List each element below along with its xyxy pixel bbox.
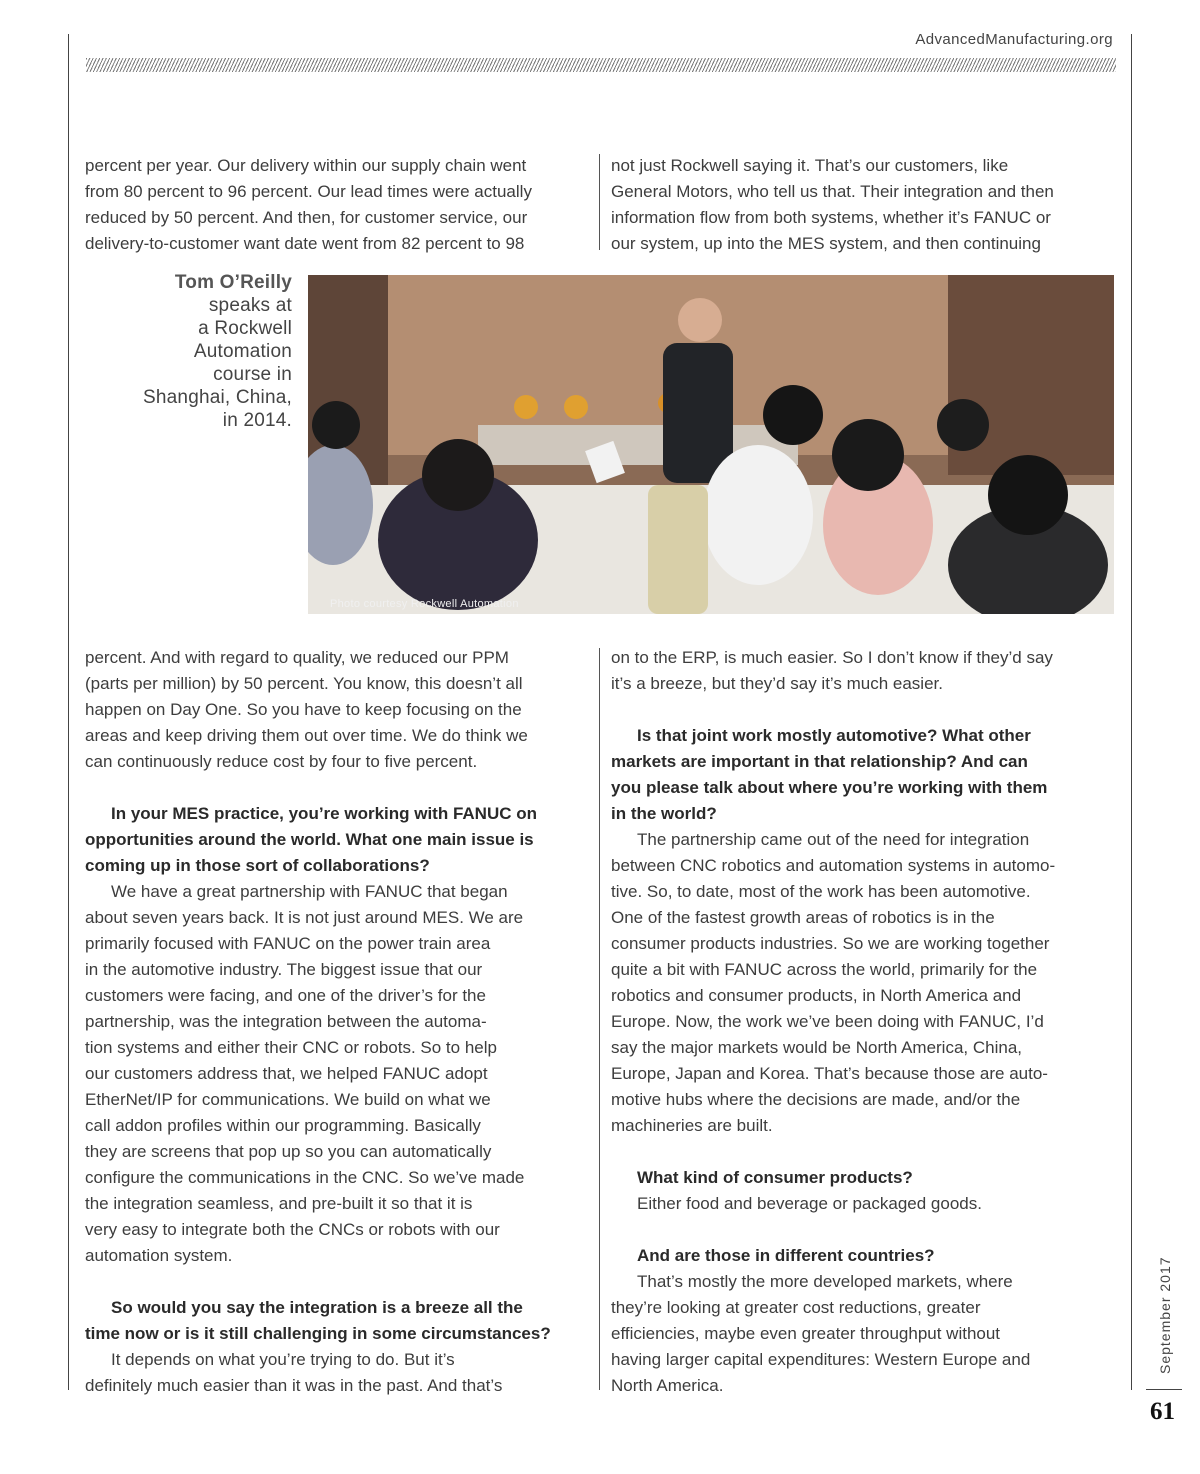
- interview-answer: [85, 879, 595, 1269]
- text-line: areas and keep driving them out over time. We do think we: [85, 726, 528, 745]
- text-line: The partnership came out of the need for integration: [637, 830, 1030, 849]
- text-line: in the world?: [611, 804, 717, 823]
- caption-line: course in: [213, 364, 292, 385]
- text-line: partnership, was the integration between the automa-: [85, 1012, 487, 1031]
- text-line: consumer products industries. So we are working together: [611, 934, 1050, 953]
- text-line: primarily focused with FANUC on the power train area: [85, 934, 491, 953]
- interview-question: [611, 723, 1126, 827]
- text-line: say the major markets would be North America, China,: [611, 1038, 1023, 1057]
- interview-question: [611, 1165, 1126, 1191]
- text-line: So would you say the integration is a breeze all the: [111, 1298, 523, 1317]
- text-line: percent. And with regard to quality, we reduced our PPM: [85, 648, 509, 667]
- text-line: they are screens that pop up so you can automatically: [85, 1142, 492, 1161]
- event-photo: [308, 275, 1114, 614]
- interview-answer: [611, 1191, 1126, 1217]
- issue-date: September 2017: [1157, 1256, 1173, 1374]
- text-line: percent per year. Our delivery within our supply chain went: [85, 156, 527, 175]
- column-separator-bottom: [599, 648, 600, 1390]
- interview-answer: [611, 827, 1126, 1139]
- right-bottom-rule: [1146, 1389, 1182, 1390]
- text-line: our customers address that, we helped FANUC adopt: [85, 1064, 488, 1083]
- text-line: very easy to integrate both the CNCs or robots with our: [85, 1220, 500, 1239]
- interview-answer: [85, 1347, 595, 1399]
- text-line: information flow from both systems, whether it’s FANUC or: [611, 208, 1051, 227]
- text-line: machineries are built.: [611, 1116, 773, 1135]
- paragraph-gap: [611, 697, 1126, 723]
- paragraph: [85, 645, 595, 775]
- text-line: definitely much easier than it was in the past. And that’s: [85, 1376, 503, 1395]
- text-line: Is that joint work mostly automotive? What other: [637, 726, 1031, 745]
- top-left-column: [85, 153, 595, 257]
- text-line: can continuously reduce cost by four to five percent.: [85, 752, 478, 771]
- text-line: happen on Day One. So you have to keep focusing on the: [85, 700, 522, 719]
- text-line: they’re looking at greater cost reductions, greater: [611, 1298, 981, 1317]
- text-line: in the automotive industry. The biggest issue that our: [85, 960, 483, 979]
- text-line: It depends on what you’re trying to do. But it’s: [111, 1350, 455, 1369]
- paragraph-gap: [611, 1217, 1126, 1243]
- text-line: time now or is it still challenging in some circumstances?: [85, 1324, 551, 1343]
- text-line: EtherNet/IP for communications. We build on what we: [85, 1090, 491, 1109]
- text-line: North America.: [611, 1376, 724, 1395]
- text-line: from 80 percent to 96 percent. Our lead times were actually: [85, 182, 532, 201]
- caption-line: a Rockwell: [198, 318, 292, 339]
- text-line: configure the communications in the CNC. So we’ve made: [85, 1168, 525, 1187]
- text-line: tion systems and either their CNC or robots. So to help: [85, 1038, 497, 1057]
- text-line: What kind of consumer products?: [637, 1168, 913, 1187]
- text-line: And are those in different countries?: [637, 1246, 935, 1265]
- photo-credit: Photo courtesy Rockwell Automation: [330, 598, 519, 610]
- text-line: on to the ERP, is much easier. So I don’t know if they’d say: [611, 648, 1053, 667]
- interview-question: [85, 801, 595, 879]
- text-line: We have a great partnership with FANUC that began: [111, 882, 508, 901]
- text-line: tive. So, to date, most of the work has been automotive.: [611, 882, 1031, 901]
- caption-line: speaks at: [208, 295, 292, 316]
- left-column: [85, 645, 595, 1399]
- text-line: quite a bit with FANUC across the world, primarily for the: [611, 960, 1038, 979]
- text-line: you please talk about where you’re working with them: [611, 778, 1048, 797]
- left-margin-rule: [68, 34, 69, 1390]
- interview-question: [85, 1295, 595, 1347]
- caption-line: Shanghai, China,: [143, 387, 292, 408]
- paragraph: [611, 645, 1126, 697]
- column-separator-top: [599, 154, 600, 250]
- text-line: our system, up into the MES system, and then continuing: [611, 234, 1041, 253]
- caption-name: Tom O’Reilly: [174, 272, 292, 293]
- text-line: markets are important in that relationship? And can: [611, 752, 1028, 771]
- text-line: between CNC robotics and automation systems in automo-: [611, 856, 1056, 875]
- text-line: having larger capital expenditures: Western Europe and: [611, 1350, 1031, 1369]
- header-hatch-rule: [86, 58, 1116, 72]
- text-line: opportunities around the world. What one main issue is: [85, 830, 534, 849]
- site-url: AdvancedManufacturing.org: [915, 31, 1113, 48]
- text-line: delivery-to-customer want date went from 82 percent to 98: [85, 234, 525, 253]
- photo-caption: [110, 271, 292, 432]
- text-line: In your MES practice, you’re working with FANUC on: [111, 804, 537, 823]
- text-line: That’s mostly the more developed markets, where: [637, 1272, 1013, 1291]
- text-line: about seven years back. It is not just around MES. We are: [85, 908, 524, 927]
- text-line: not just Rockwell saying it. That’s our customers, like: [611, 156, 1009, 175]
- text-line: motive hubs where the decisions are made, and/or the: [611, 1090, 1021, 1109]
- text-line: Europe, Japan and Korea. That’s because those are auto-: [611, 1064, 1048, 1083]
- caption-line: in 2014.: [222, 410, 292, 431]
- text-line: call addon profiles within our programming. Basically: [85, 1116, 481, 1135]
- paragraph-gap: [85, 1269, 595, 1295]
- text-line: automation system.: [85, 1246, 233, 1265]
- text-line: Either food and beverage or packaged goods.: [637, 1194, 982, 1213]
- text-line: coming up in those sort of collaborations?: [85, 856, 430, 875]
- caption-line: Automation: [193, 341, 292, 362]
- text-line: Europe. Now, the work we’ve been doing with FANUC, I’d: [611, 1012, 1044, 1031]
- paragraph-gap: [611, 1139, 1126, 1165]
- interview-question: [611, 1243, 1126, 1269]
- text-line: (parts per million) by 50 percent. You know, this doesn’t all: [85, 674, 523, 693]
- text-line: efficiencies, maybe even greater throughput without: [611, 1324, 1001, 1343]
- text-line: customers were facing, and one of the driver’s for the: [85, 986, 486, 1005]
- text-line: General Motors, who tell us that. Their integration and then: [611, 182, 1054, 201]
- photo-illustration: [308, 275, 1114, 614]
- text-line: One of the fastest growth areas of robotics is in the: [611, 908, 995, 927]
- text-line: robotics and consumer products, in North America and: [611, 986, 1022, 1005]
- interview-answer: [611, 1269, 1126, 1399]
- page-number: 61: [1150, 1398, 1175, 1425]
- top-right-column: [611, 153, 1126, 257]
- text-line: the integration seamless, and pre-built it so that it is: [85, 1194, 473, 1213]
- right-column: [611, 645, 1126, 1399]
- paragraph-gap: [85, 775, 595, 801]
- text-line: reduced by 50 percent. And then, for customer service, our: [85, 208, 528, 227]
- text-line: it’s a breeze, but they’d say it’s much easier.: [611, 674, 943, 693]
- right-margin-rule: [1131, 34, 1132, 1390]
